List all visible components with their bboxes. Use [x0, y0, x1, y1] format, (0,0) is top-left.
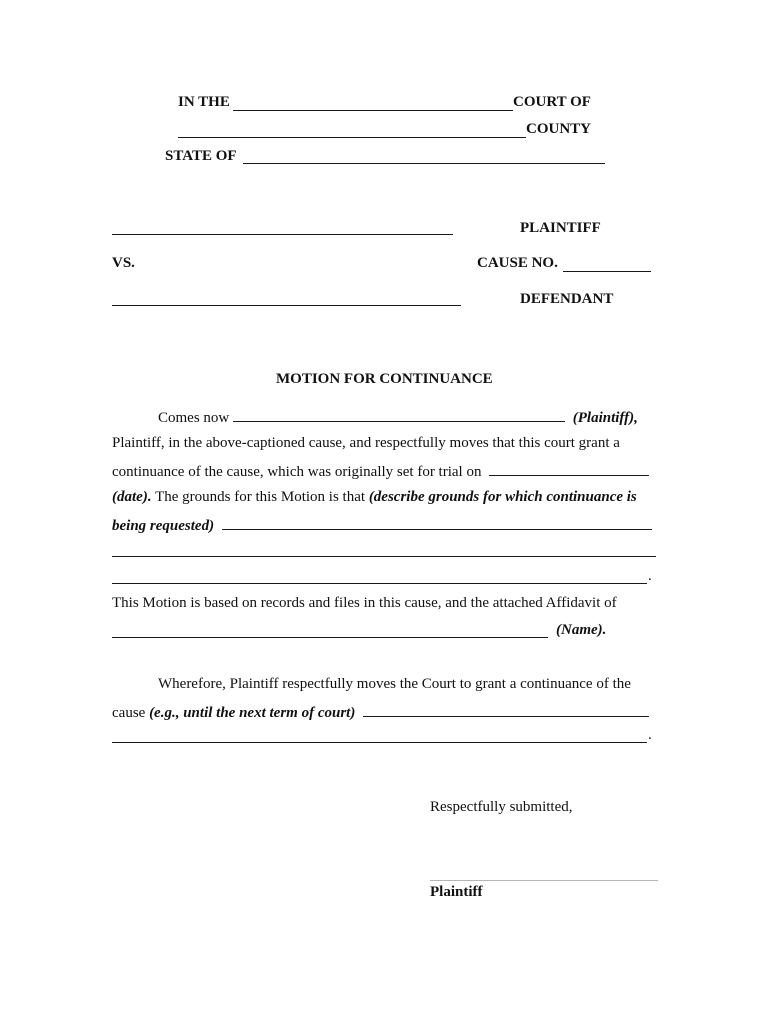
grounds-hint: (describe grounds for which continuance is: [368, 489, 637, 505]
date-hint: (date).: [112, 489, 152, 505]
para1-line5: [112, 515, 652, 535]
movant-name-field[interactable]: [233, 407, 565, 422]
cause-number-field[interactable]: [563, 271, 651, 272]
caption-court-of: COURT OF: [513, 94, 591, 110]
closing-text: Respectfully submitted,: [430, 799, 573, 815]
comes-now-text: Comes now: [158, 410, 230, 426]
grounds-period: .: [648, 568, 652, 584]
caption-state-of: STATE OF: [165, 148, 237, 164]
cause-text: cause: [112, 705, 146, 721]
document-title: MOTION FOR CONTINUANCE: [276, 371, 493, 387]
trial-set-text: continuance of the cause, which was originally set for trial on: [112, 464, 482, 480]
para1-line2: Plaintiff, in the above-captioned cause, and respectfully moves that this court grant a: [112, 435, 620, 451]
plaintiff-name-field[interactable]: [112, 234, 453, 235]
relief-period: .: [648, 727, 652, 743]
caption-county: COUNTY: [526, 121, 592, 137]
para3-line1: Wherefore, Plaintiff respectfully moves the Court to grant a continuance of the: [158, 676, 631, 692]
relief-field-1[interactable]: [363, 702, 649, 717]
caption-in-the: IN THE: [178, 94, 230, 110]
plaintiff-hint: (Plaintiff),: [572, 410, 638, 426]
relief-hint: (e.g., until the next term of court): [149, 705, 356, 721]
para1-line1: [158, 407, 638, 427]
grounds-field-1[interactable]: [222, 515, 652, 530]
state-name-field[interactable]: [243, 163, 605, 164]
para1-line4: [112, 488, 637, 506]
grounds-field-3[interactable]: [112, 583, 647, 584]
name-hint: (Name).: [556, 622, 607, 638]
affiant-name-field[interactable]: [112, 637, 548, 638]
defendant-name-field[interactable]: [112, 305, 461, 306]
para2-line1: This Motion is based on records and files in this cause, and the attached Affidavit of: [112, 595, 617, 611]
grounds-text: The grounds for this Motion is that: [155, 489, 366, 505]
trial-date-field[interactable]: [489, 461, 649, 476]
signature-label: Plaintiff: [430, 884, 483, 900]
grounds-field-2[interactable]: [112, 556, 656, 557]
para3-line2: [112, 702, 649, 722]
county-name-field[interactable]: [178, 137, 526, 138]
caption-plaintiff: PLAINTIFF: [520, 220, 601, 236]
signature-line[interactable]: [430, 880, 658, 881]
caption-cause-no: CAUSE NO.: [477, 255, 558, 271]
para1-line3: [112, 461, 649, 481]
caption-defendant: DEFENDANT: [520, 291, 614, 307]
grounds-hint-cont: being requested): [112, 518, 215, 534]
caption-vs: VS.: [112, 255, 135, 271]
court-name-field[interactable]: [233, 110, 513, 111]
relief-field-2[interactable]: [112, 742, 647, 743]
